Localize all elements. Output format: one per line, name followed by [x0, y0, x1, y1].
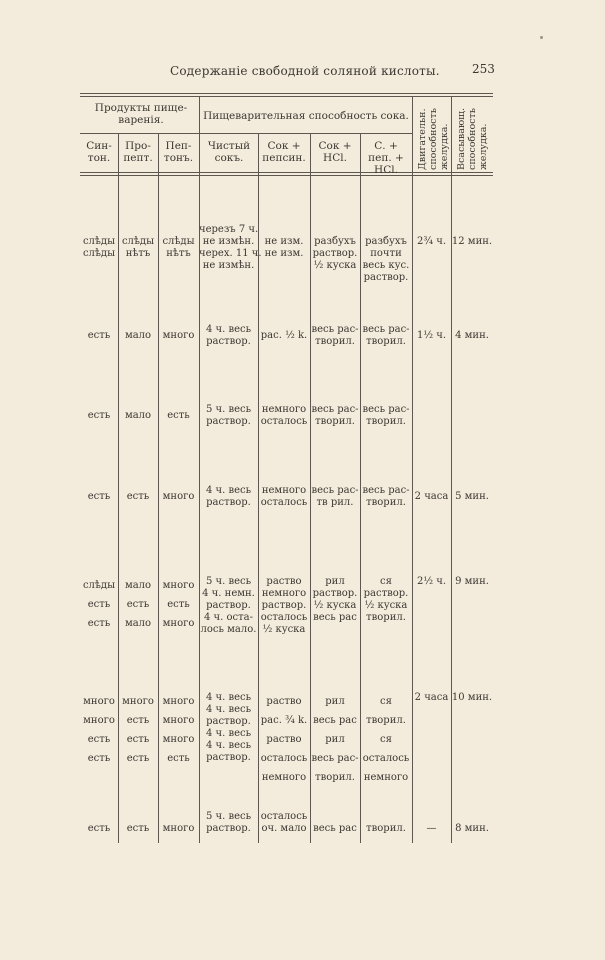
row2-pep-hcl: весь рас- творил.	[362, 324, 410, 347]
row6-pepsin: раство рас. ¾ k. раство осталось немного	[260, 696, 308, 783]
row5-pepsin: раство немного раствор. осталось ½ куска	[260, 576, 308, 635]
row2-pure: 4 ч. весь раствор.	[205, 324, 252, 347]
col-rule-8	[451, 96, 452, 843]
row7-propept: есть	[126, 823, 150, 834]
row1-pepton: слѣды нѣтъ	[162, 236, 195, 259]
row5-pep-hcl: ся раствор. ½ куска творил.	[363, 576, 409, 623]
row6-pure: 4 ч. весь 4 ч. весь раствор. 4 ч. весь 4 ч. весь раствор.	[205, 692, 252, 763]
header-pepsin: Сок + пепсин.	[262, 140, 306, 164]
col-rule-7	[412, 96, 413, 843]
row1-propept: слѣды нѣтъ	[121, 236, 155, 259]
row3-hcl: весь рас- творил.	[311, 404, 359, 427]
row4-pep-hcl: весь рас- творил.	[362, 485, 410, 508]
running-title: Содержаніе свободной соляной кислоты.	[170, 64, 440, 78]
row7-pep-hcl: творил.	[366, 823, 406, 834]
header-bottom-rule-2	[80, 175, 493, 176]
page-number: 253	[472, 62, 495, 76]
row6-hcl: рил весь рас рил весь рас- творил.	[311, 696, 359, 783]
group-header-products: Продукты пище-варенія.	[94, 102, 188, 126]
header-sinton: Син-тон.	[86, 140, 112, 164]
group-header-rule	[80, 133, 412, 134]
row1-sinton: слѣды слѣды	[82, 236, 116, 259]
row6-pep-hcl: ся творил. ся осталось немного	[362, 696, 410, 783]
header-bottom-rule	[80, 172, 493, 173]
header-pepton: Пеп-тонъ.	[163, 140, 194, 164]
row7-pepsin: осталось оч. мало	[260, 811, 308, 834]
row6-sinton: много много есть есть	[83, 696, 115, 764]
row2-pepsin: рас. ½ k.	[260, 330, 308, 341]
row5-pure: 5 ч. весь 4 ч. немн. раствор. 4 ч. оста- лось мало.	[200, 576, 257, 635]
row2-absorption: 4 мин.	[455, 330, 489, 341]
row6-activity: 2 часа	[414, 692, 449, 703]
row1-activity: 2¾ ч.	[416, 236, 447, 247]
row4-activity: 2 часа	[414, 491, 449, 502]
row4-pepsin: немного осталось	[260, 485, 308, 508]
row5-hcl: рил раствор. ½ куска весь рас	[312, 576, 358, 623]
header-pep-hcl: С. + пеп. + HCl.	[368, 140, 404, 176]
row1-pepsin: не изм. не изм.	[264, 236, 304, 259]
row7-sinton: есть	[87, 823, 111, 834]
row7-hcl: весь рас	[313, 823, 357, 834]
row3-pepton: есть	[167, 410, 190, 421]
row4-pepton: много	[162, 491, 195, 502]
row6-absorption: 10 мин.	[451, 692, 493, 703]
row3-pure: 5 ч. весь раствор.	[205, 404, 252, 427]
table-top-rule-2	[80, 96, 493, 97]
row6-propept: много есть есть есть	[122, 696, 154, 764]
row7-pepton: много	[162, 823, 195, 834]
row1-hcl: разбухъ раствор. ½ куска	[312, 236, 358, 271]
row7-pure: 5 ч. весь раствор.	[205, 811, 252, 834]
row5-absorption: 9 мин.	[455, 576, 489, 587]
row1-pep-hcl: разбухъ почти весь кус. раствор.	[362, 236, 410, 283]
row4-pure: 4 ч. весь раствор.	[205, 485, 252, 508]
row3-propept: мало	[124, 410, 152, 421]
row7-activity: —	[426, 823, 437, 834]
row2-sinton: есть	[87, 330, 111, 341]
header-hcl: Сок + HCl.	[318, 140, 352, 164]
row4-absorption: 5 мин.	[455, 491, 489, 502]
header-propept: Про-пепт.	[123, 140, 153, 164]
group-header-capacity: Пищеварительная способность сока.	[203, 110, 409, 122]
row3-pep-hcl: весь рас- творил.	[362, 404, 410, 427]
row5-activity: 2½ ч.	[416, 576, 447, 587]
row4-sinton: есть	[87, 491, 111, 502]
row4-hcl: весь рас- тв рил.	[311, 485, 359, 508]
row2-hcl: весь рас- творил.	[311, 324, 359, 347]
row3-sinton: есть	[87, 410, 111, 421]
row2-activity: 1½ ч.	[416, 330, 447, 341]
row1-pure: черезъ 7 ч. не измѣн. черех. 11 ч. не измѣн.	[199, 224, 262, 271]
row2-pepton: много	[162, 330, 195, 341]
header-activity: Двигательн. способность желудка.	[417, 108, 450, 170]
row4-propept: есть	[126, 491, 150, 502]
header-pure: Чистый сокъ.	[207, 140, 251, 164]
paper-speck	[540, 36, 543, 39]
row7-absorption: 8 мин.	[455, 823, 489, 834]
table-top-rule	[80, 93, 493, 94]
row1-absorption: 12 мин.	[451, 236, 493, 247]
row5-sinton: слѣды есть есть	[82, 580, 116, 629]
row2-propept: мало	[124, 330, 152, 341]
row3-pepsin: немного осталось	[260, 404, 308, 427]
row6-pepton: много много много есть	[162, 696, 195, 764]
row5-propept: мало есть мало	[124, 580, 152, 629]
row5-pepton: много есть много	[162, 580, 195, 629]
header-absorption: Всасывающ. способность желудка.	[456, 108, 489, 170]
